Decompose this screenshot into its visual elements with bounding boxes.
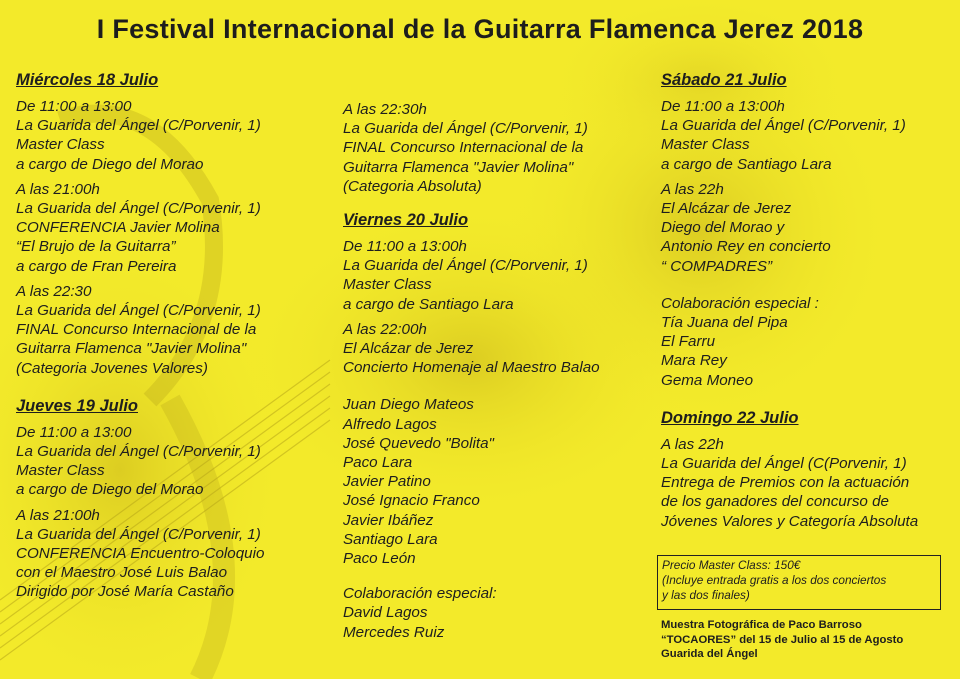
artist-name: Gema Moneo	[661, 371, 754, 389]
colab-list	[661, 294, 956, 390]
event-block	[343, 237, 653, 314]
day-heading-wednesday: Miércoles 18 Julio	[16, 71, 159, 89]
event-detail: Guitarra Flamenca "Javier Molina"	[343, 158, 574, 176]
colab-label: Colaboración especial :	[661, 294, 819, 312]
event-venue: La Guarida del Ángel (C/Porvenir, 1)	[16, 443, 261, 461]
exhibition-line: Muestra Fotográfica de Paco Barroso	[661, 619, 862, 631]
column-middle	[343, 100, 653, 648]
event-title: Master Class	[661, 136, 750, 154]
event-title: Entrega de Premios con la actuación	[661, 474, 910, 492]
event-block	[661, 97, 956, 174]
artist-name: David Lagos	[343, 604, 428, 622]
event-venue: La Guarida del Ángel (C/Porvenir, 1)	[343, 257, 588, 275]
event-block	[16, 506, 336, 602]
event-block	[16, 423, 336, 500]
day-heading-sunday: Domingo 22 Julio	[661, 408, 799, 427]
event-title: Master Class	[16, 136, 105, 154]
event-block	[343, 100, 653, 196]
event-block	[16, 282, 336, 378]
artist-name: Javier Patino	[343, 473, 431, 491]
event-detail: a cargo de Santiago Lara	[343, 295, 514, 313]
event-title: FINAL Concurso Internacional de la	[343, 139, 584, 157]
event-title: Master Class	[16, 462, 105, 480]
event-detail: (Categoria Jovenes Valores)	[16, 359, 208, 377]
artist-list	[343, 395, 653, 568]
event-title: CONFERENCIA Javier Molina	[16, 219, 220, 237]
event-time: De 11:00 a 13:00h	[661, 98, 785, 115]
event-detail: a cargo de Fran Pereira	[16, 257, 177, 275]
event-time: A las 22h	[661, 435, 724, 453]
event-detail: de los ganadores del concurso de	[661, 493, 889, 511]
festival-title: I Festival Internacional de la Guitarra Flamenca Jerez 2018	[96, 14, 864, 44]
event-title: CONFERENCIA Encuentro-Coloquio	[16, 545, 265, 563]
artist-name: Santiago Lara	[343, 530, 438, 548]
event-time: A las 21:00h	[16, 180, 100, 198]
colab-label: Colaboración especial:	[343, 585, 497, 603]
artist-name: Paco León	[343, 550, 416, 568]
event-time: A las 22:30h	[343, 101, 427, 118]
artist-name: Mara Rey	[661, 352, 727, 370]
event-detail: a cargo de Santiago Lara	[661, 155, 832, 173]
artist-name: José Quevedo "Bolita"	[343, 434, 494, 452]
artist-name: El Farru	[661, 333, 716, 351]
event-detail: Dirigido por José María Castaño	[16, 583, 234, 601]
event-detail: a cargo de Diego del Morao	[16, 481, 204, 499]
price-line: Precio Master Class: 150€	[662, 558, 801, 572]
event-time: A las 21:00h	[16, 506, 100, 524]
artist-name: Tía Juana del Pipa	[661, 314, 788, 332]
photo-exhibition-note	[661, 618, 951, 662]
event-title: FINAL Concurso Internacional de la	[16, 321, 257, 339]
event-block	[16, 180, 336, 276]
event-venue: La Guarida del Ángel (C/Porvenir, 1)	[661, 117, 906, 135]
event-time: A las 22:30	[16, 282, 92, 300]
event-venue: La Guarida del Ángel (C/Porvenir, 1)	[16, 117, 261, 135]
exhibition-line: “TOCAORES” del 15 de Julio al 15 de Agosto	[661, 633, 904, 646]
event-venue: La Guarida del Ángel (C/Porvenir, 1)	[16, 200, 261, 218]
artist-name: Alfredo Lagos	[343, 415, 437, 433]
artist-name: Mercedes Ruiz	[343, 623, 445, 641]
price-note: y las dos finales)	[662, 588, 750, 602]
event-detail: con el Maestro José Luis Balao	[16, 564, 228, 582]
event-detail: Guitarra Flamenca "Javier Molina"	[16, 340, 247, 358]
event-title: Diego del Morao y	[661, 219, 785, 237]
event-venue: La Guarida del Ángel (C/Porvenir, 1)	[16, 302, 261, 320]
event-time: De 11:00 a 13:00h	[343, 238, 467, 256]
event-time: A las 22h	[661, 180, 724, 198]
event-detail: (Categoria Absoluta)	[343, 177, 482, 195]
event-venue: La Guarida del Ángel (C/Porvenir, 1)	[16, 525, 261, 543]
artist-name: Paco Lara	[343, 454, 413, 472]
event-venue: El Alcázar de Jerez	[343, 340, 474, 358]
exhibition-line: Guarida del Ángel	[661, 648, 758, 660]
event-time: De 11:00 a 13:00	[16, 423, 132, 441]
event-detail: “ COMPADRES”	[661, 257, 773, 275]
day-heading-thursday: Jueves 19 Julio	[16, 396, 138, 415]
event-title: Master Class	[343, 276, 432, 294]
column-left	[16, 70, 336, 608]
artist-name: Javier Ibáñez	[343, 511, 434, 529]
column-right	[661, 70, 956, 537]
event-time: De 11:00 a 13:00	[16, 98, 132, 115]
event-detail: “El Brujo de la Guitarra”	[16, 238, 176, 256]
event-venue: El Alcázar de Jerez	[661, 200, 792, 218]
event-detail: Antonio Rey en concierto	[661, 238, 831, 256]
event-block	[661, 435, 956, 531]
artist-name: José Ignacio Franco	[343, 492, 480, 510]
event-title: Concierto Homenaje al Maestro Balao	[343, 359, 600, 377]
artist-name: Juan Diego Mateos	[343, 396, 474, 414]
event-detail: a cargo de Diego del Morao	[16, 155, 204, 173]
event-venue: La Guarida del Ángel (C/Porvenir, 1)	[343, 120, 588, 138]
day-heading-friday: Viernes 20 Julio	[343, 211, 469, 230]
event-venue: La Guarida del Ángel (C(Porvenir, 1)	[661, 455, 907, 473]
day-heading-saturday: Sábado 21 Julio	[661, 71, 787, 89]
price-note: (Incluye entrada gratis a los dos conciertos	[662, 573, 887, 587]
event-block	[16, 97, 336, 174]
event-block	[661, 180, 956, 276]
event-block	[343, 320, 653, 378]
event-time: A las 22:00h	[343, 320, 427, 338]
price-box	[657, 555, 941, 610]
event-detail: Jóvenes Valores y Categoría Absoluta	[661, 512, 919, 530]
colab-list	[343, 584, 653, 642]
